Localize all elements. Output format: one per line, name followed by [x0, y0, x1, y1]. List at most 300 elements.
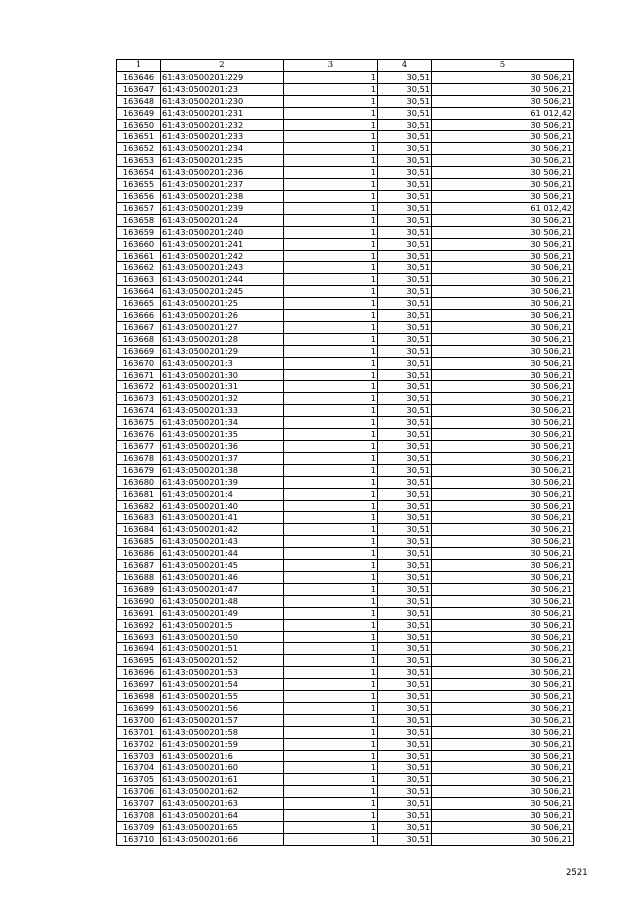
quantity-cell: 1	[284, 310, 378, 322]
value-cell: 30 506,21	[432, 95, 574, 107]
row-number-cell: 163673	[117, 393, 161, 405]
table-row	[117, 583, 574, 595]
quantity-cell: 1	[284, 274, 378, 286]
area-cell: 30,51	[378, 750, 432, 762]
table-row	[117, 167, 574, 179]
value-cell: 30 506,21	[432, 714, 574, 726]
table-row	[117, 429, 574, 441]
table-row	[117, 476, 574, 488]
cadastral-number-cell: 61:43:0500201:47	[161, 583, 284, 595]
table-body	[117, 71, 574, 845]
area-cell: 30,51	[378, 107, 432, 119]
row-number-cell: 163668	[117, 333, 161, 345]
value-cell: 30 506,21	[432, 83, 574, 95]
quantity-cell: 1	[284, 631, 378, 643]
area-cell: 30,51	[378, 512, 432, 524]
area-cell: 30,51	[378, 310, 432, 322]
cadastral-number-cell: 61:43:0500201:239	[161, 202, 284, 214]
area-cell: 30,51	[378, 571, 432, 583]
value-cell: 30 506,21	[432, 524, 574, 536]
area-cell: 30,51	[378, 441, 432, 453]
column-header: 4	[378, 60, 432, 72]
cadastral-number-cell: 61:43:0500201:232	[161, 119, 284, 131]
cadastral-number-cell: 61:43:0500201:60	[161, 762, 284, 774]
cadastral-number-cell: 61:43:0500201:237	[161, 179, 284, 191]
table-row	[117, 774, 574, 786]
quantity-cell: 1	[284, 179, 378, 191]
quantity-cell: 1	[284, 548, 378, 560]
table-row	[117, 119, 574, 131]
row-number-cell: 163676	[117, 429, 161, 441]
area-cell: 30,51	[378, 262, 432, 274]
cadastral-number-cell: 61:43:0500201:5	[161, 619, 284, 631]
quantity-cell: 1	[284, 369, 378, 381]
area-cell: 30,51	[378, 726, 432, 738]
area-cell: 30,51	[378, 190, 432, 202]
area-cell: 30,51	[378, 357, 432, 369]
row-number-cell: 163649	[117, 107, 161, 119]
cadastral-number-cell: 61:43:0500201:233	[161, 131, 284, 143]
cadastral-number-cell: 61:43:0500201:59	[161, 738, 284, 750]
value-cell: 30 506,21	[432, 810, 574, 822]
value-cell: 30 506,21	[432, 417, 574, 429]
table-row	[117, 345, 574, 357]
quantity-cell: 1	[284, 250, 378, 262]
quantity-cell: 1	[284, 238, 378, 250]
table-row	[117, 369, 574, 381]
area-cell: 30,51	[378, 452, 432, 464]
quantity-cell: 1	[284, 702, 378, 714]
row-number-cell: 163702	[117, 738, 161, 750]
quantity-cell: 1	[284, 476, 378, 488]
value-cell: 30 506,21	[432, 71, 574, 83]
area-cell: 30,51	[378, 702, 432, 714]
value-cell: 30 506,21	[432, 738, 574, 750]
quantity-cell: 1	[284, 560, 378, 572]
row-number-cell: 163707	[117, 798, 161, 810]
table-row	[117, 286, 574, 298]
value-cell: 30 506,21	[432, 238, 574, 250]
area-cell: 30,51	[378, 762, 432, 774]
value-cell: 30 506,21	[432, 190, 574, 202]
quantity-cell: 1	[284, 607, 378, 619]
value-cell: 30 506,21	[432, 667, 574, 679]
row-number-cell: 163696	[117, 667, 161, 679]
value-cell: 30 506,21	[432, 310, 574, 322]
value-cell: 30 506,21	[432, 786, 574, 798]
table-row	[117, 202, 574, 214]
row-number-cell: 163680	[117, 476, 161, 488]
cadastral-number-cell: 61:43:0500201:41	[161, 512, 284, 524]
table-row	[117, 393, 574, 405]
row-number-cell: 163654	[117, 167, 161, 179]
quantity-cell: 1	[284, 500, 378, 512]
cadastral-number-cell: 61:43:0500201:40	[161, 500, 284, 512]
quantity-cell: 1	[284, 774, 378, 786]
row-number-cell: 163648	[117, 95, 161, 107]
table-row	[117, 321, 574, 333]
table-row	[117, 488, 574, 500]
cadastral-number-cell: 61:43:0500201:230	[161, 95, 284, 107]
quantity-cell: 1	[284, 643, 378, 655]
value-cell: 30 506,21	[432, 131, 574, 143]
row-number-cell: 163671	[117, 369, 161, 381]
row-number-cell: 163709	[117, 822, 161, 834]
row-number-cell: 163678	[117, 452, 161, 464]
table-row	[117, 524, 574, 536]
table-row	[117, 548, 574, 560]
cadastral-number-cell: 61:43:0500201:50	[161, 631, 284, 643]
table-row	[117, 95, 574, 107]
area-cell: 30,51	[378, 298, 432, 310]
table-row	[117, 512, 574, 524]
quantity-cell: 1	[284, 155, 378, 167]
cadastral-number-cell: 61:43:0500201:23	[161, 83, 284, 95]
quantity-cell: 1	[284, 464, 378, 476]
row-number-cell: 163650	[117, 119, 161, 131]
area-cell: 30,51	[378, 119, 432, 131]
area-cell: 30,51	[378, 595, 432, 607]
quantity-cell: 1	[284, 512, 378, 524]
area-cell: 30,51	[378, 631, 432, 643]
page-number: 2521	[566, 868, 588, 878]
area-cell: 30,51	[378, 524, 432, 536]
cadastral-number-cell: 61:43:0500201:64	[161, 810, 284, 822]
value-cell: 30 506,21	[432, 702, 574, 714]
value-cell: 30 506,21	[432, 345, 574, 357]
value-cell: 30 506,21	[432, 583, 574, 595]
quantity-cell: 1	[284, 536, 378, 548]
value-cell: 30 506,21	[432, 286, 574, 298]
row-number-cell: 163695	[117, 655, 161, 667]
cadastral-number-cell: 61:43:0500201:49	[161, 607, 284, 619]
cadastral-number-cell: 61:43:0500201:229	[161, 71, 284, 83]
quantity-cell: 1	[284, 524, 378, 536]
value-cell: 30 506,21	[432, 833, 574, 845]
table-row	[117, 214, 574, 226]
table-row	[117, 274, 574, 286]
value-cell: 30 506,21	[432, 560, 574, 572]
cadastral-number-cell: 61:43:0500201:25	[161, 298, 284, 310]
cadastral-number-cell: 61:43:0500201:242	[161, 250, 284, 262]
quantity-cell: 1	[284, 571, 378, 583]
quantity-cell: 1	[284, 714, 378, 726]
cadastral-number-cell: 61:43:0500201:53	[161, 667, 284, 679]
row-number-cell: 163657	[117, 202, 161, 214]
area-cell: 30,51	[378, 321, 432, 333]
area-cell: 30,51	[378, 381, 432, 393]
cadastral-number-cell: 61:43:0500201:43	[161, 536, 284, 548]
row-number-cell: 163683	[117, 512, 161, 524]
area-cell: 30,51	[378, 667, 432, 679]
quantity-cell: 1	[284, 833, 378, 845]
table-row	[117, 298, 574, 310]
quantity-cell: 1	[284, 583, 378, 595]
table-row	[117, 798, 574, 810]
cadastral-number-cell: 61:43:0500201:236	[161, 167, 284, 179]
column-number-row	[117, 60, 574, 72]
area-cell: 30,51	[378, 464, 432, 476]
cadastral-number-cell: 61:43:0500201:24	[161, 214, 284, 226]
row-number-cell: 163691	[117, 607, 161, 619]
area-cell: 30,51	[378, 786, 432, 798]
table-row	[117, 810, 574, 822]
table-row	[117, 822, 574, 834]
table-row	[117, 655, 574, 667]
area-cell: 30,51	[378, 405, 432, 417]
quantity-cell: 1	[284, 667, 378, 679]
row-number-cell: 163701	[117, 726, 161, 738]
row-number-cell: 163647	[117, 83, 161, 95]
cadastral-number-cell: 61:43:0500201:48	[161, 595, 284, 607]
cadastral-number-cell: 61:43:0500201:45	[161, 560, 284, 572]
value-cell: 30 506,21	[432, 298, 574, 310]
value-cell: 30 506,21	[432, 393, 574, 405]
quantity-cell: 1	[284, 429, 378, 441]
cadastral-number-cell: 61:43:0500201:65	[161, 822, 284, 834]
area-cell: 30,51	[378, 548, 432, 560]
cadastral-number-cell: 61:43:0500201:240	[161, 226, 284, 238]
area-cell: 30,51	[378, 619, 432, 631]
value-cell: 30 506,21	[432, 262, 574, 274]
quantity-cell: 1	[284, 417, 378, 429]
row-number-cell: 163697	[117, 679, 161, 691]
area-cell: 30,51	[378, 476, 432, 488]
quantity-cell: 1	[284, 405, 378, 417]
quantity-cell: 1	[284, 679, 378, 691]
cadastral-number-cell: 61:43:0500201:26	[161, 310, 284, 322]
cadastral-number-cell: 61:43:0500201:34	[161, 417, 284, 429]
area-cell: 30,51	[378, 560, 432, 572]
cadastral-number-cell: 61:43:0500201:30	[161, 369, 284, 381]
value-cell: 30 506,21	[432, 488, 574, 500]
table-row	[117, 226, 574, 238]
quantity-cell: 1	[284, 119, 378, 131]
table-row	[117, 441, 574, 453]
table-row	[117, 607, 574, 619]
value-cell: 30 506,21	[432, 548, 574, 560]
cadastral-number-cell: 61:43:0500201:42	[161, 524, 284, 536]
quantity-cell: 1	[284, 452, 378, 464]
table-row	[117, 71, 574, 83]
row-number-cell: 163675	[117, 417, 161, 429]
quantity-cell: 1	[284, 738, 378, 750]
cadastral-number-cell: 61:43:0500201:37	[161, 452, 284, 464]
value-cell: 61 012,42	[432, 202, 574, 214]
cadastral-number-cell: 61:43:0500201:35	[161, 429, 284, 441]
cadastral-number-cell: 61:43:0500201:58	[161, 726, 284, 738]
area-cell: 30,51	[378, 143, 432, 155]
quantity-cell: 1	[284, 190, 378, 202]
table-row	[117, 357, 574, 369]
quantity-cell: 1	[284, 167, 378, 179]
quantity-cell: 1	[284, 214, 378, 226]
table-row	[117, 702, 574, 714]
row-number-cell: 163672	[117, 381, 161, 393]
table-row	[117, 143, 574, 155]
value-cell: 30 506,21	[432, 333, 574, 345]
area-cell: 30,51	[378, 691, 432, 703]
area-cell: 30,51	[378, 202, 432, 214]
register-table	[116, 59, 574, 846]
value-cell: 30 506,21	[432, 119, 574, 131]
cadastral-number-cell: 61:43:0500201:31	[161, 381, 284, 393]
value-cell: 30 506,21	[432, 357, 574, 369]
value-cell: 30 506,21	[432, 750, 574, 762]
cadastral-number-cell: 61:43:0500201:46	[161, 571, 284, 583]
value-cell: 30 506,21	[432, 179, 574, 191]
quantity-cell: 1	[284, 71, 378, 83]
quantity-cell: 1	[284, 786, 378, 798]
row-number-cell: 163704	[117, 762, 161, 774]
row-number-cell: 163687	[117, 560, 161, 572]
cadastral-number-cell: 61:43:0500201:66	[161, 833, 284, 845]
quantity-cell: 1	[284, 810, 378, 822]
row-number-cell: 163681	[117, 488, 161, 500]
cadastral-number-cell: 61:43:0500201:4	[161, 488, 284, 500]
cadastral-number-cell: 61:43:0500201:32	[161, 393, 284, 405]
table-row	[117, 786, 574, 798]
cadastral-number-cell: 61:43:0500201:54	[161, 679, 284, 691]
cadastral-number-cell: 61:43:0500201:6	[161, 750, 284, 762]
cadastral-number-cell: 61:43:0500201:36	[161, 441, 284, 453]
table-row	[117, 750, 574, 762]
value-cell: 30 506,21	[432, 441, 574, 453]
row-number-cell: 163698	[117, 691, 161, 703]
quantity-cell: 1	[284, 298, 378, 310]
area-cell: 30,51	[378, 274, 432, 286]
quantity-cell: 1	[284, 691, 378, 703]
area-cell: 30,51	[378, 488, 432, 500]
value-cell: 30 506,21	[432, 607, 574, 619]
value-cell: 30 506,21	[432, 405, 574, 417]
table-row	[117, 631, 574, 643]
value-cell: 61 012,42	[432, 107, 574, 119]
row-number-cell: 163689	[117, 583, 161, 595]
value-cell: 30 506,21	[432, 155, 574, 167]
cadastral-number-cell: 61:43:0500201:28	[161, 333, 284, 345]
cadastral-number-cell: 61:43:0500201:243	[161, 262, 284, 274]
area-cell: 30,51	[378, 798, 432, 810]
cadastral-number-cell: 61:43:0500201:56	[161, 702, 284, 714]
row-number-cell: 163664	[117, 286, 161, 298]
quantity-cell: 1	[284, 202, 378, 214]
quantity-cell: 1	[284, 762, 378, 774]
area-cell: 30,51	[378, 95, 432, 107]
row-number-cell: 163694	[117, 643, 161, 655]
row-number-cell: 163693	[117, 631, 161, 643]
quantity-cell: 1	[284, 488, 378, 500]
quantity-cell: 1	[284, 226, 378, 238]
table-row	[117, 536, 574, 548]
quantity-cell: 1	[284, 381, 378, 393]
quantity-cell: 1	[284, 822, 378, 834]
table-row	[117, 762, 574, 774]
row-number-cell: 163658	[117, 214, 161, 226]
row-number-cell: 163700	[117, 714, 161, 726]
quantity-cell: 1	[284, 393, 378, 405]
cadastral-number-cell: 61:43:0500201:33	[161, 405, 284, 417]
row-number-cell: 163653	[117, 155, 161, 167]
area-cell: 30,51	[378, 333, 432, 345]
value-cell: 30 506,21	[432, 774, 574, 786]
table-row	[117, 262, 574, 274]
row-number-cell: 163682	[117, 500, 161, 512]
area-cell: 30,51	[378, 655, 432, 667]
value-cell: 30 506,21	[432, 679, 574, 691]
value-cell: 30 506,21	[432, 536, 574, 548]
row-number-cell: 163692	[117, 619, 161, 631]
cadastral-number-cell: 61:43:0500201:61	[161, 774, 284, 786]
table-row	[117, 691, 574, 703]
table-row	[117, 417, 574, 429]
cadastral-number-cell: 61:43:0500201:38	[161, 464, 284, 476]
cadastral-number-cell: 61:43:0500201:29	[161, 345, 284, 357]
value-cell: 30 506,21	[432, 619, 574, 631]
table-row	[117, 619, 574, 631]
cadastral-number-cell: 61:43:0500201:245	[161, 286, 284, 298]
table-row	[117, 155, 574, 167]
table-row	[117, 714, 574, 726]
row-number-cell: 163670	[117, 357, 161, 369]
table-row	[117, 238, 574, 250]
quantity-cell: 1	[284, 726, 378, 738]
quantity-cell: 1	[284, 95, 378, 107]
area-cell: 30,51	[378, 810, 432, 822]
row-number-cell: 163686	[117, 548, 161, 560]
quantity-cell: 1	[284, 143, 378, 155]
value-cell: 30 506,21	[432, 595, 574, 607]
cadastral-number-cell: 61:43:0500201:238	[161, 190, 284, 202]
value-cell: 30 506,21	[432, 464, 574, 476]
table-row	[117, 500, 574, 512]
value-cell: 30 506,21	[432, 655, 574, 667]
area-cell: 30,51	[378, 250, 432, 262]
cadastral-number-cell: 61:43:0500201:52	[161, 655, 284, 667]
table-row	[117, 726, 574, 738]
area-cell: 30,51	[378, 429, 432, 441]
row-number-cell: 163684	[117, 524, 161, 536]
table-row	[117, 464, 574, 476]
area-cell: 30,51	[378, 643, 432, 655]
quantity-cell: 1	[284, 357, 378, 369]
row-number-cell: 163699	[117, 702, 161, 714]
quantity-cell: 1	[284, 321, 378, 333]
cadastral-number-cell: 61:43:0500201:241	[161, 238, 284, 250]
table-row	[117, 250, 574, 262]
row-number-cell: 163674	[117, 405, 161, 417]
area-cell: 30,51	[378, 393, 432, 405]
quantity-cell: 1	[284, 107, 378, 119]
row-number-cell: 163708	[117, 810, 161, 822]
value-cell: 30 506,21	[432, 274, 574, 286]
row-number-cell: 163677	[117, 441, 161, 453]
cadastral-number-cell: 61:43:0500201:63	[161, 798, 284, 810]
value-cell: 30 506,21	[432, 762, 574, 774]
row-number-cell: 163710	[117, 833, 161, 845]
quantity-cell: 1	[284, 333, 378, 345]
area-cell: 30,51	[378, 238, 432, 250]
table-row	[117, 667, 574, 679]
cadastral-number-cell: 61:43:0500201:55	[161, 691, 284, 703]
row-number-cell: 163666	[117, 310, 161, 322]
table-row	[117, 131, 574, 143]
value-cell: 30 506,21	[432, 143, 574, 155]
value-cell: 30 506,21	[432, 822, 574, 834]
area-cell: 30,51	[378, 822, 432, 834]
area-cell: 30,51	[378, 83, 432, 95]
value-cell: 30 506,21	[432, 726, 574, 738]
